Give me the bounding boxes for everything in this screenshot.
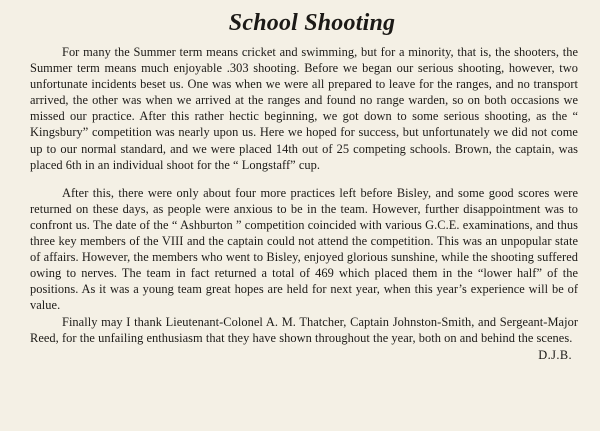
paragraph-summer-term: For many the Summer term means cricket and swimming, but for a minority, that is, the shooters, the Summer term means much enjoyable .303 shooting. Before we began our serious shooting, however, two unfortunate incidents beset us. One was when we were all prepared to leave for the ranges, and no transport arrived, the other was when we arrived at the ranges and found no range warden, so on both occasions we missed our practice. After this rather hectic beginning, we got down to some serious shooting, as the “ Kingsbury” competition was nearly upon us. Here we hoped for success, but unfortunately we did not come up to our normal standard, and we were placed 14th out of 25 competing schools. Brown, the captain, was placed 6th in an individual shoot for the “ Longstaff” cup. [30,45,578,172]
paragraph-thanks: Finally may I thank Lieutenant-Colonel A. M. Thatcher, Captain Johnston-Smith, and Sergeant-Major Reed, for the unfailing enthusiasm that they have shown throughout the year, both on and behind the scenes. [30,314,578,345]
article-title: School Shooting [228,10,396,36]
author-signature: D.J.B. [538,347,572,362]
paragraph-bisley: After this, there were only about four more practices left before Bisley, and some good scores were returned on these days, as people were anxious to be in the team. However, further disappointment was to confront us. The date of the “ Ashburton ” competition coincided with various G.C.E. examinations, and thus three key members of the VIII and the captain could not attend the competition. This was an unpopular state of affairs. However, the members who went to Bisley, enjoyed glorious sunshine, while the shooting suffered owing to nerves. The team in fact returned a total of 469 which placed them in the “lower half” of the positions. As it was a young team great hopes are held for next year, when this year’s experience will be of value. [30,185,578,313]
